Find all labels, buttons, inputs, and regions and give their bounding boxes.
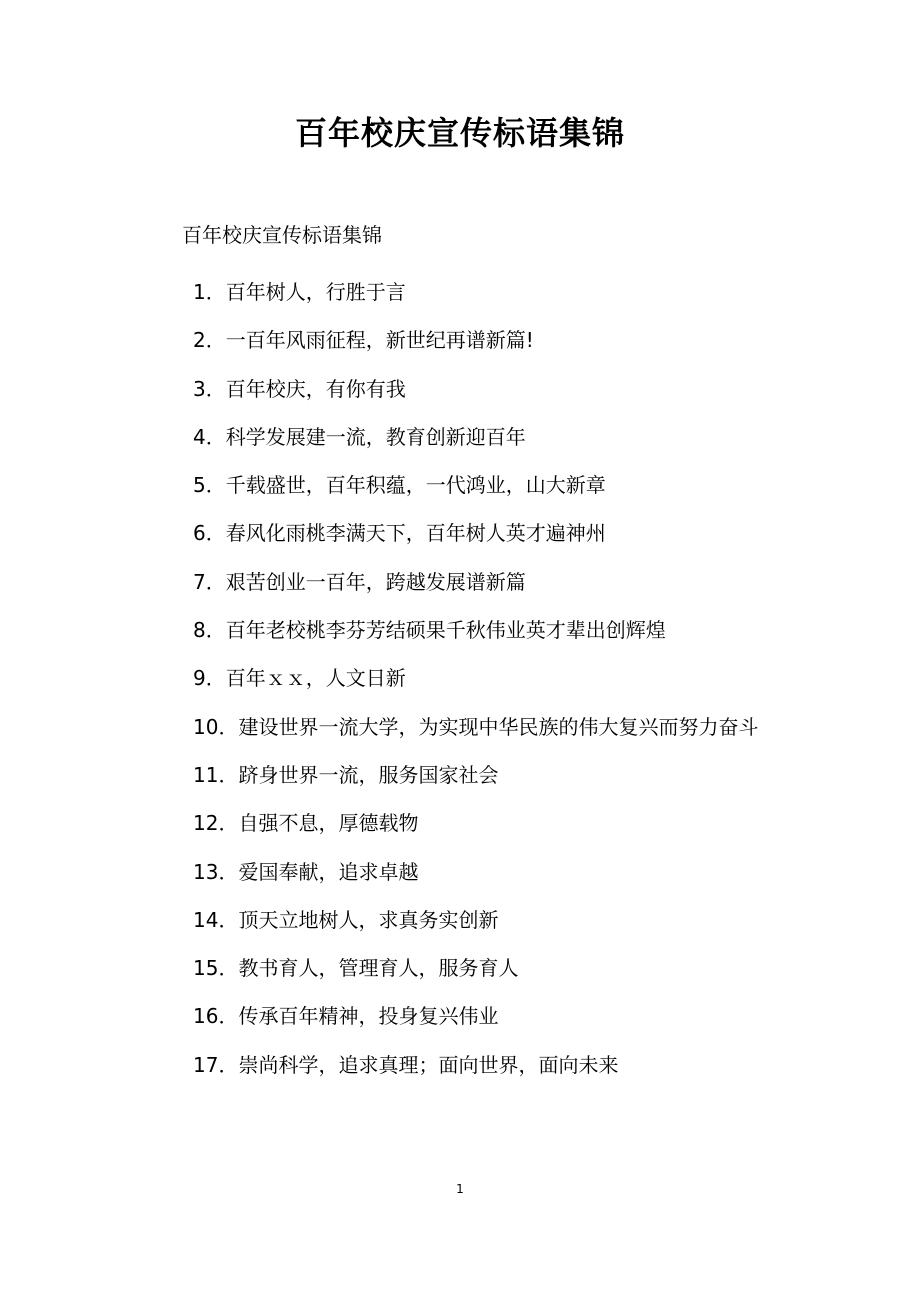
list-item xyxy=(140,848,800,896)
item-number: 9． xyxy=(193,666,226,691)
page-number: 1 xyxy=(456,1182,464,1196)
list-item xyxy=(140,1041,800,1089)
list-item xyxy=(140,799,800,847)
item-text: 自强不息，厚德载物 xyxy=(238,811,419,836)
item-text: 传承百年精神，投身复兴伟业 xyxy=(238,1004,499,1029)
item-number: 1． xyxy=(193,280,226,304)
item-text: 爱国奉献，追求卓越 xyxy=(238,859,419,884)
item-text: 科学发展建一流，教育创新迎百年 xyxy=(225,424,526,449)
item-text: 建设世界一流大学，为实现中华民族的伟大复兴而努力奋斗 xyxy=(238,714,759,739)
list-item xyxy=(140,365,800,413)
item-number: 12． xyxy=(193,811,239,836)
item-number: 14． xyxy=(193,907,239,932)
item-number: 4． xyxy=(193,424,226,449)
list-item xyxy=(140,558,800,606)
item-number: 13． xyxy=(193,859,239,884)
item-text: 百年老校桃李芬芳结硕果千秋伟业英才辈出创辉煌 xyxy=(225,618,666,643)
item-text: 春风化雨桃李满天下，百年树人英才遍神州 xyxy=(225,521,606,546)
list-item xyxy=(140,654,800,702)
item-text: 百年树人，行胜于言 xyxy=(225,280,406,304)
list-item xyxy=(140,509,800,557)
item-number: 8． xyxy=(193,618,226,643)
item-number: 5． xyxy=(193,473,226,498)
item-text: 一百年风雨征程，新世纪再谱新篇! xyxy=(225,328,534,353)
item-number: 15． xyxy=(193,956,239,981)
item-number: 6． xyxy=(193,521,226,546)
item-number: 10． xyxy=(193,714,239,739)
item-text: 顶天立地树人，求真务实创新 xyxy=(238,907,499,932)
item-number: 17． xyxy=(193,1052,239,1077)
item-text: 教书育人，管理育人，服务育人 xyxy=(238,956,519,981)
list-item xyxy=(140,944,800,992)
item-text: 艰苦创业一百年，跨越发展谱新篇 xyxy=(225,569,526,594)
item-text: 崇尚科学，追求真理；面向世界，面向未来 xyxy=(238,1052,619,1077)
item-number: 2． xyxy=(193,328,226,353)
list-item xyxy=(140,703,800,751)
page-title: 百年校庆宣传标语集锦 xyxy=(294,114,625,153)
list-item xyxy=(140,268,800,316)
item-text: 千载盛世，百年积蕴，一代鸿业，山大新章 xyxy=(225,473,606,498)
list-item xyxy=(140,896,800,944)
item-number: 16． xyxy=(193,1004,239,1029)
item-number: 11． xyxy=(193,762,239,787)
list-item xyxy=(140,751,800,799)
item-number: 3． xyxy=(193,376,226,401)
list-item xyxy=(140,606,800,654)
item-text: 百年校庆，有你有我 xyxy=(225,376,406,401)
list-item xyxy=(140,413,800,461)
list-item xyxy=(140,461,800,509)
section-heading: 百年校庆宣传标语集锦 xyxy=(182,223,382,247)
item-text: 跻身世界一流，服务国家社会 xyxy=(238,762,499,787)
slogan-list xyxy=(140,268,800,1089)
list-item xyxy=(140,992,800,1040)
list-item xyxy=(140,316,800,364)
item-number: 7． xyxy=(193,569,226,594)
item-text: 百年ｘｘ，人文日新 xyxy=(225,666,406,691)
